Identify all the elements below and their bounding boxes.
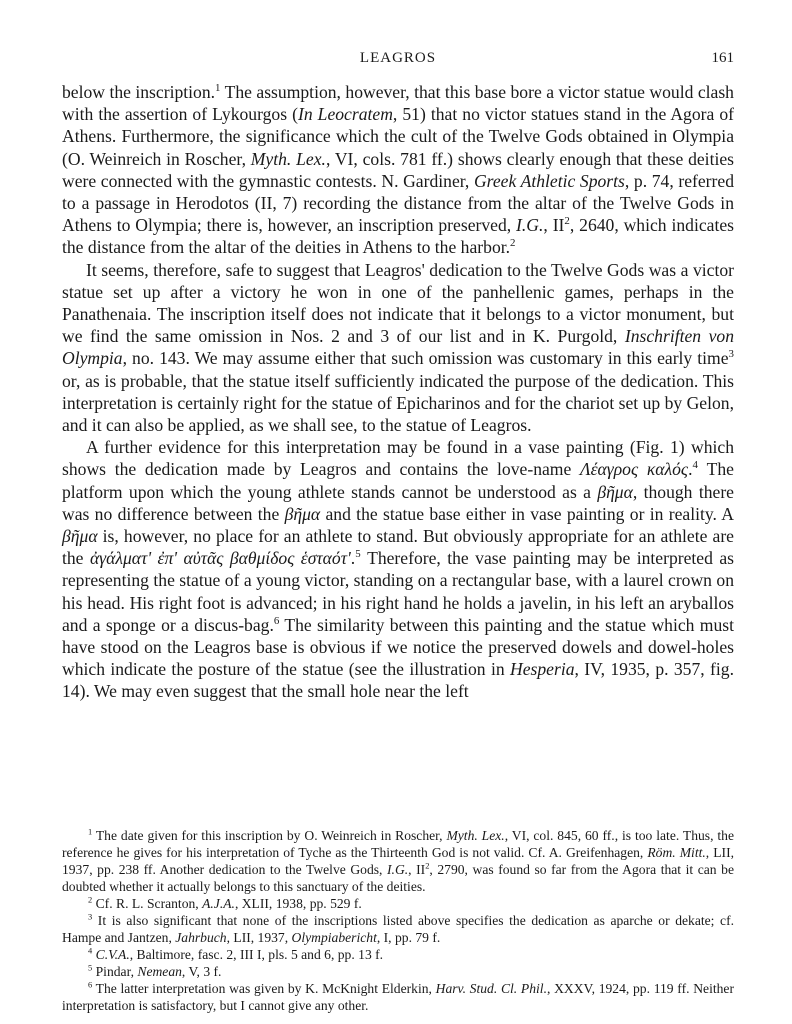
footnote-ref-3: 3: [728, 348, 734, 361]
page-number: 161: [711, 50, 734, 66]
footnote-ref-5: 5: [355, 548, 361, 561]
paragraph-1: below the inscription.$^1$ The assumption, however, that this base bore a victor statue would clash with the assertion of Lykourgos (In Leocratem, 51) that no victor statues stand in the Agora of Athens. Furthermore, the significance which the cult of the Twelve Gods obtained in Olympia (O. Weinreich in Roscher, Myth. Lex., VI, cols. 781 ff.) shows clearly enough that these deities were connected with the gymnastic contests. N. Gardiner, Greek Athletic Sports, p. 74, referred to a passage in Herodotos (II, 7) recording the distance from the altar of the Twelve Gods in Athens to Olympia; there is, however, an inscription preserved, I.G., $II^2$, 2640, which indicates the distance from the altar of the deities in Athens to the harbor.$^2$: [62, 82, 735, 258]
greek-phrase: ἀγάλματ' ἐπ' αὐτᾶς βαθμίδος ἑσταότ': [89, 548, 351, 569]
footnote-1: $^1$ The date given for this inscription by O. Weinreich in Roscher, Myth. Lex., VI, col. 845, 60 ff., is too late. Thus, the reference he gives for his interpretation of Tyche as the Thirteenth God is not valid. Cf. A. Greifenhagen, Röm. Mitt., LII, 1937, pp. 238 ff. Another dedication to the Twelve Gods, I.G., $II^2$, 2790, was found so far from the Agora that it can be doubted whether it actually belongs to this sanctuary of the deities.: [62, 826, 734, 894]
footnote-ref-4: 4: [692, 459, 698, 472]
footnotes: [62, 827, 734, 1014]
running-title: LEAGROS: [359, 50, 437, 66]
footnote-5: $^5$ Pindar, Nemean, V, 3 f.: [88, 962, 222, 979]
footnote-ref-6: 6: [273, 615, 280, 628]
page-header: [62, 50, 734, 72]
footnote-2: $^2$ Cf. R. L. Scranton, A.J.A., XLII, 1938, pp. 529 f.: [88, 894, 362, 911]
greek-phrase: Λέαγρος καλός: [580, 459, 689, 480]
footnote-ref-1: 1: [215, 82, 221, 95]
footnote-3: $^3$ It is also significant that none of the inscriptions listed above specifies the dedication as aparche or dekate; cf. Hampe and Jantzen, Jahrbuch, LII, 1937, Olympiabericht, I, pp. 79 f.: [62, 911, 734, 945]
paragraph-2: It seems, therefore, safe to suggest that Leagros' dedication to the Twelve Gods was a victor statue set up after a victory he won in one of the panhellenic games, perhaps in the Panathenaia. The inscription itself does not indicate that it belongs to a victor monument, but we find the same omission in Nos. 2 and 3 of our list and in K. Purgold, Inschriften von Olympia, no. 143. We may assume either that such omission was customary in this early time$^3$ or, as is probable, that the statue itself sufficiently indicated the purpose of the dedication. This interpretation is certainly right for the statue of Epicharinos and for the chariot set up by Gelon, and it can also be applied, as we shall see, to the statue of Leagros.: [62, 259, 735, 436]
body-text: [62, 81, 734, 703]
paragraph-3: A further evidence for this interpretation may be found in a vase painting (Fig. 1) which shows the dedication made by Leagros and contains the love-name Λέαγρος καλός.$^4$ The platform upon which the young athlete stands cannot be understood as a βῆμα, though there was no difference between the βῆμα and the statue base either in vase painting or in reality. A βῆμα is, however, no place for an athlete to stand. But obviously appropriate for an athlete are the ἀγάλματ' ἐπ' αὐτᾶς βαθμίδος ἑσταότ'.$^5$ Therefore, the vase painting may be interpreted as representing the statue of a young victor, standing on a rectangular base, with a laurel crown on his head. His right foot is advanced; in his right hand he holds a javelin, in his left an aryballos and a sponge or a discus-bag.$^6$ The similarity between this painting and the statue which must have stood on the Leagros base is obvious if we notice the preserved dowels and dowel-holes which indicate the posture of the statue (see the illustration in Hesperia, IV, 1935, p. 357, fig. 14). We may even suggest that the small hole near the left: [62, 437, 734, 702]
greek-word: βῆμα: [597, 481, 633, 502]
greek-word: βῆμα: [284, 503, 321, 524]
greek-word: βῆμα: [62, 526, 98, 547]
footnote-ref-2: 2: [510, 237, 516, 250]
footnote-4: $^4$ C.V.A., Baltimore, fasc. 2, III I, pls. 5 and 6, pp. 13 f.: [88, 945, 384, 962]
footnote-6: $^6$ The latter interpretation was given by K. McKnight Elderkin, Harv. Stud. Cl. Phil., XXXV, 1924, pp. 119 ff. Neither interpretation is satisfactory, but I cannot give any other.: [62, 979, 734, 1013]
